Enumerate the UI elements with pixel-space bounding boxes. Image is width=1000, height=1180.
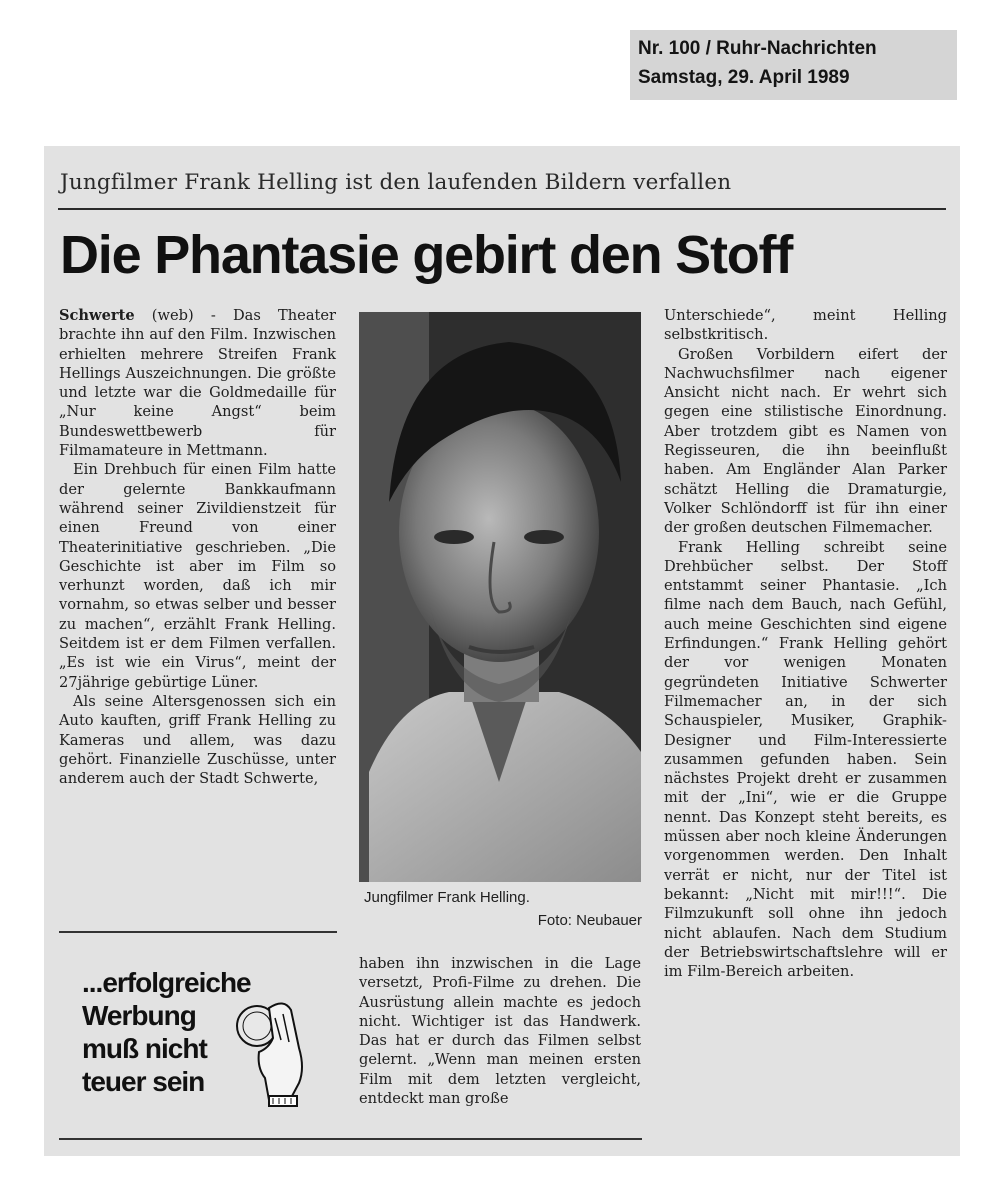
paragraph-text: (web) - Das Theater brachte ihn auf den Film. Inzwischen erhielten mehrere Streifen Frank Hellings Auszeichnungen. Die größte und letzte war die Goldmedaille für „Nur keine Angst“ beim Bundeswettbewerb für Filmamateure in Mettmann. xyxy=(59,307,336,460)
advertisement xyxy=(64,966,334,1126)
ad-line: Werbung xyxy=(82,1000,196,1031)
paragraph: Als seine Altersgenossen sich ein Auto kauften, griff Frank Helling zu Kameras und allem, was dazu gehört. Finanzielle Zuschüsse, unter anderem auch der Stadt Schwerte, xyxy=(59,692,336,788)
paragraph: Großen Vorbildern eifert der Nachwuchsfilmer nach eigener Ansicht nicht nach. Er wehrt sich gegen eine stilistische Einordnung. Aber trotzdem gibt es Namen von Regisseuren, die ihn beeinflußt haben. Am Engländer Alan Parker schätzt Helling die Dramaturgie, Volker Schlöndorff ist für ihn einer der großen deutschen Filmemacher. xyxy=(664,345,947,537)
paragraph xyxy=(59,306,336,460)
photo-credit: Foto: Neubauer xyxy=(537,912,642,929)
photo-caption xyxy=(364,886,644,932)
ad-line: muß nicht xyxy=(82,1033,207,1064)
portrait-photo xyxy=(359,312,641,882)
newspaper-source-label xyxy=(630,30,957,100)
article-column-3 xyxy=(664,306,947,981)
paragraph: Unterschiede“, meint Helling selbstkritisch. xyxy=(664,307,947,344)
ad-line: ...erfolgreiche xyxy=(82,967,251,998)
article-column-1 xyxy=(59,306,336,788)
paragraph: Frank Helling schreibt seine Drehbücher selbst. Der Stoff entstammt seiner Phantasie. „Ich filme nach dem Bauch, nach Gefühl, auch meine Geschichten sind eigene Erfindungen.“ Frank Helling gehört der vor wenigen Monaten gegründeten Initiative Schwerter Filmemacher an, in der sich Schauspieler, Musiker, Graphik-Designer und Film-Interessierte zusammen gefunden haben. Sein nächstes Projekt dreht er zusammen mit der „Ini“, wie er die Gruppe nennt. Das Konzept steht bereits, es müssen aber noch kleine Änderungen vorgenommen werden. Den Inhalt verrät er nicht, nur der Titel ist bekannt: „Nicht mit mir!!!“. Die Filmzukunft soll ohne ihn jedoch nicht ablaufen. Nach dem Studium der Betriebswirtschaftslehre will er im Film-Bereich arbeiten. xyxy=(664,538,947,981)
newspaper-clipping xyxy=(44,146,960,1156)
paragraph: Ein Drehbuch für einen Film hatte der gelernte Bankkaufmann während seiner Zivildienstzeit für einen Freund von einer Theaterinitiative geschrieben. „Die Geschichte ist aber im Film so verhunzt worden, daß ich mir vornahm, so etwas selber und besser zu machen“, erzählt Frank Helling. Seitdem ist er dem Filmen verfallen. „Es ist wie ein Virus“, meint der 27jährige gebürtige Lüner. xyxy=(59,461,336,691)
source-issue: Nr. 100 / Ruhr-Nachrichten xyxy=(638,38,877,59)
hand-holding-coin-icon xyxy=(229,988,319,1108)
ad-divider-bottom xyxy=(59,1138,642,1140)
dateline: Schwerte xyxy=(59,307,135,324)
source-date: Samstag, 29. April 1989 xyxy=(638,67,850,88)
article-kicker: Jungfilmer Frank Helling ist den laufenden Bildern verfallen xyxy=(60,170,732,195)
ad-divider-top xyxy=(59,931,337,933)
ad-line: teuer sein xyxy=(82,1066,205,1097)
kicker-rule xyxy=(58,208,946,210)
paragraph: haben ihn inzwischen in die Lage versetzt, Profi-Filme zu drehen. Die Ausrüstung allein machte es jedoch nicht. Wichtiger ist das Handwerk. Das hat er durch das Filmen selbst gelernt. „Wenn man meinen ersten Film mit dem letzten vergleicht, entdeckt man große xyxy=(359,955,641,1108)
article-headline: Die Phantasie gebirt den Stoff xyxy=(60,225,793,285)
portrait-illustration xyxy=(359,312,641,882)
article-column-2 xyxy=(359,954,641,1108)
caption-text: Jungfilmer Frank Helling. xyxy=(364,889,530,906)
